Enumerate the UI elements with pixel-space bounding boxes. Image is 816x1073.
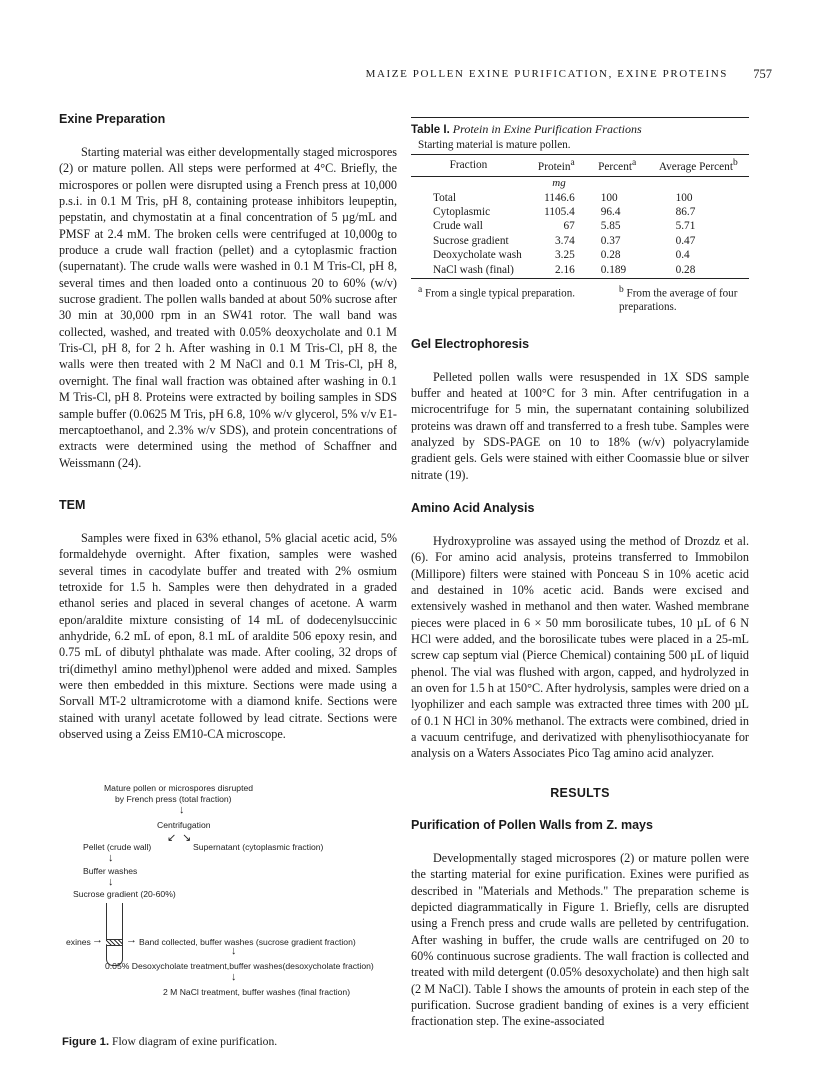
table-cell: 5.71 bbox=[675, 220, 696, 233]
results-subheading: Purification of Pollen Walls from Z. mays bbox=[411, 817, 653, 832]
down-arrow-icon: ↓ bbox=[231, 945, 237, 957]
fig-sucrose: Sucrose gradient (20-60%) bbox=[73, 889, 176, 899]
running-header bbox=[0, 68, 816, 86]
figure-1-flow-diagram bbox=[59, 783, 397, 1043]
table-row bbox=[411, 249, 749, 263]
down-arrow-icon: ↓ bbox=[231, 971, 237, 983]
table-cell: 100 bbox=[600, 191, 618, 204]
table-cell: Deoxycholate wash bbox=[433, 249, 522, 262]
unit-row: mg bbox=[552, 177, 566, 190]
table-cell: 1105.4 bbox=[544, 206, 575, 219]
results-text: Developmentally staged microspores (2) or mature pollen were the starting material for exine purification. Exines were purified as described in "Materials and Methods." The preparation scheme is depicted diagrammatically in Figure 1. Briefly, cells are disrupted using a French press and crude walls are pelleted by centrifugation. After washing in buffer, the crude walls are centrifuged on 20 to 60% continuous sucrose gradients. The wall fraction is collected and treated with mild detergent (0.05% desoxycholate) and then high salt (2 M NaCl). Table I shows the amounts of protein in each step of the purification. Sucrose gradient banding of exines is a very efficient fractionation step. The exine-associated bbox=[411, 850, 749, 1029]
down-arrow-icon: ↓ bbox=[108, 876, 114, 888]
split-right-arrow-icon: ↘ bbox=[182, 832, 192, 844]
table-cell: 1146.6 bbox=[544, 191, 575, 204]
table-row bbox=[411, 206, 749, 220]
table-cell: 0.4 bbox=[675, 249, 690, 262]
figure-1-caption bbox=[62, 1035, 277, 1048]
footnote-a: $^a$ From a single typical preparation. bbox=[418, 284, 576, 300]
table-row bbox=[411, 191, 749, 205]
fig-exines: exines bbox=[66, 937, 91, 947]
table-cell: Crude wall bbox=[433, 220, 483, 233]
centrifuge-tube-icon bbox=[106, 903, 123, 966]
fig-buffer-washes: Buffer washes bbox=[83, 866, 138, 876]
running-title: MAIZE POLLEN EXINE PURIFICATION, EXINE PROTEINS bbox=[365, 68, 728, 80]
right-arrow-icon: → bbox=[126, 934, 137, 946]
table-cell: 67 bbox=[563, 220, 575, 233]
table-cell: 3.25 bbox=[554, 249, 575, 262]
fig-pellet: Pellet (crude wall) bbox=[83, 842, 152, 852]
right-arrow-icon: → bbox=[92, 934, 103, 946]
table-cell: 0.37 bbox=[600, 234, 621, 247]
table-label: Table I. bbox=[411, 124, 450, 136]
fig-start: Mature pollen or microspores disrupted bbox=[104, 783, 254, 793]
right-column bbox=[411, 117, 749, 1040]
table-cell: 100 bbox=[675, 191, 693, 204]
table-cell: 0.47 bbox=[675, 234, 696, 247]
results-heading: RESULTS bbox=[550, 785, 610, 800]
tem-text: Samples were fixed in 63% ethanol, 5% glacial acetic acid, 5% formaldehyde overnight. After fixation, samples were washed several times in cacodylate buffer and treated with 2% osmium tetroxide for 1.5 h. Samples were then dehydrated in a graded ethanol series and placed in several changes of acetone. A warm epon/araldite mixture consisting of 14 mL of dodecenylsuccinic anhydride, 6.2 mL of epon, 8.1 mL of araldite 506 epoxy resin, and 0.75 mL of dibutyl phthalate was made. After cooling, 32 drops of tri(dimethyl amino methyl)phenol were added and mixed. Samples were then embedded in this mixture. Sections were made using a Sorvall MT-2 ultramicrotome with a diamond knife. Sections were stained with uranyl acetate followed by lead citrate. Sections were observed using a Zeiss EM10-CA microscope. bbox=[59, 530, 397, 741]
amino-heading: Amino Acid Analysis bbox=[411, 501, 535, 516]
table-row bbox=[411, 220, 749, 234]
fig-desoxy: 0.05% Desoxycholate treatment,buffer washes(desoxycholate fraction) bbox=[105, 961, 374, 971]
fig-start2: by French press (total fraction) bbox=[115, 794, 232, 804]
amino-text: Hydroxyproline was assayed using the method of Drozdz et al. (6). For amino acid analysis, proteins transferred to Immobilon (Millipore) filters were stained with Ponceau S in 10% acetic acid and destained in 10% acetic acid. Bands were excised and extensively washed in methanol and then water. Washed membrane pieces were placed in 6 × 50 mm borosilicate tubes, 10 µL of 6 N HCl were added, and the borosilicate tubes were placed in a 25-mL screw cap septum vial (Pierce Chemical) containing 500 µL of liquid phenol. The vial was flushed with argon, capped, and hydrolyzed in an oven for 1.5 h at 150°C. After hydrolysis, samples were dried on a lyophilizer and each sample was extracted three times with 200 µL of 0.1 N HCl in 30% methanol. The extracts were combined, dried in a vacuum centrifuge, and derivatized with phenylisothiocyanate for analysis on a Waters Associates Pico Tag amino acid analyzer. bbox=[411, 534, 749, 761]
tem-heading: TEM bbox=[59, 497, 86, 512]
left-column bbox=[59, 112, 397, 752]
table-row bbox=[411, 263, 749, 277]
table-cell: Sucrose gradient bbox=[433, 234, 509, 247]
table-subtitle: Starting material is mature pollen. bbox=[411, 137, 749, 155]
fig-band: Band collected, buffer washes (sucrose gradient fraction) bbox=[139, 937, 356, 947]
table-cell: Total bbox=[433, 191, 457, 204]
fig-nacl: 2 M NaCl treatment, buffer washes (final fraction) bbox=[163, 987, 351, 997]
down-arrow-icon: ↓ bbox=[108, 852, 114, 864]
table-caption: Protein in Exine Purification Fractions bbox=[452, 122, 642, 136]
col-header: Fraction bbox=[411, 155, 526, 176]
fig-supernatant: Supernatant (cytoplasmic fraction) bbox=[193, 842, 324, 852]
table-cell: 0.189 bbox=[600, 263, 627, 276]
fig-centrifugation: Centrifugation bbox=[157, 820, 211, 830]
caption-text: Flow diagram of exine purification. bbox=[112, 1035, 278, 1048]
table-cell: 86.7 bbox=[675, 206, 696, 219]
col-header: Percent$^a$ bbox=[587, 155, 648, 176]
table-footnotes bbox=[411, 278, 749, 314]
table-row bbox=[411, 234, 749, 248]
exine-prep-heading: Exine Preparation bbox=[59, 112, 166, 126]
table-cell: 5.85 bbox=[600, 220, 621, 233]
footnote-b: $^b$ From the average of four preparations. bbox=[619, 284, 738, 314]
table-cell: NaCl wash (final) bbox=[433, 263, 514, 276]
table-cell: 0.28 bbox=[600, 249, 621, 262]
split-left-arrow-icon: ↙ bbox=[167, 832, 177, 844]
col-header: Average Percent$^b$ bbox=[648, 155, 749, 176]
table-cell: Cytoplasmic bbox=[433, 206, 491, 219]
table-cell: 96.4 bbox=[600, 206, 621, 219]
table-cell: 3.74 bbox=[554, 234, 575, 247]
table-title bbox=[411, 117, 749, 137]
gel-text: Pelleted pollen walls were resuspended in 1X SDS sample buffer and heated at 100°C for 3 min. After centrifugation in a microcentrifuge for 5 min, the supernatant containing solubilized proteins was drawn off and transferred to a fresh tube. Samples were analyzed by SDS-PAGE on 10 to 18% (w/v) polyacrylamide gradient gels. Gels were stained with either Coomassie blue or silver nitrate (19). bbox=[411, 369, 749, 482]
col-header: Protein$^a$ bbox=[526, 155, 587, 176]
protein-table bbox=[411, 155, 749, 278]
exine-prep-text: Starting material was either developmentally staged microspores (2) or mature pollen. All steps were performed at 4°C. Briefly, the microspores or pollen were disrupted using a French press at 10,000 p.s.i. in 0.1 M Tris, pH 8, containing protease inhibitors leupeptin, pepstatin, and chymostatin at a final concentration of 5 µg/mL and PMSF at 2.4 mM. The broken cells were centrifuged at 10,000g to produce a crude wall fraction (pellet) and a cytoplasmic fraction (supernatant). The crude walls were washed in 0.1 M Tris-Cl, pH 8, several times and then loaded onto a continuous 20 to 60% (w/v) sucrose gradient. The pollen walls banded at about 50% sucrose after 30 min at 30,000 rpm in an SW41 rotor. The wall band was collected, washed, and treated with 0.05% deoxycholate and 0.1 M Tris-Cl, pH 8, for 2 h. After washing in 0.1 M Tris-Cl, pH 8, the walls were then treated with 2 M NaCl and 0.1 M Tris-Cl, pH 8, overnight. The final wall fraction was obtained after washing in 0.1 M Tris-Cl, pH 8. Proteins were extracted by boiling samples in SDS sample buffer (0.0625 M Tris, pH 6.8, 10% w/v glycerol, 5% v/v E1-mercaptoethanol, and 2.3% w/v SDS), and protein concentrations of extracts were determined using the method of Schaffner and Weissmann (24). bbox=[59, 145, 397, 470]
caption-label: Figure 1. bbox=[62, 1036, 110, 1048]
gel-heading: Gel Electrophoresis bbox=[411, 336, 530, 351]
down-arrow-icon: ↓ bbox=[179, 804, 185, 816]
page-number: 757 bbox=[753, 67, 772, 81]
exine-band-icon bbox=[106, 939, 122, 946]
table-cell: 2.16 bbox=[554, 263, 575, 276]
table-cell: 0.28 bbox=[675, 263, 696, 276]
